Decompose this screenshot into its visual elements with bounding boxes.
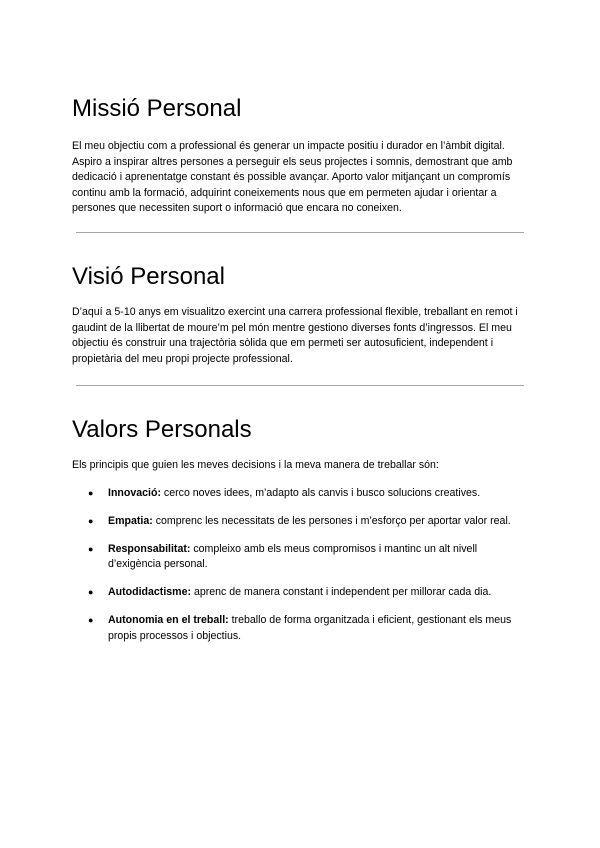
value-term: Autonomia en el treball: [108, 614, 229, 626]
value-description: cerco noves idees, m’adapto als canvis i busco solucions creatives. [160, 486, 481, 499]
list-item [72, 613, 532, 644]
value-term: Autodidactisme: [108, 586, 191, 598]
vision-paragraph: D’aquí a 5-10 anys em visualitzo exercint una carrera professional flexible, treballant en remot i gaudint de la llibertat de moure’m pel món mentre gestiono diverses fonts d’ingressos. El meu objectiu és construir una trajectòria sòlida que em permeti ser autosuficient, independent i propietària del meu propi projecte professional. [72, 306, 518, 365]
bullet-icon: ● [88, 587, 94, 597]
bullet-icon: ● [88, 543, 94, 554]
bullet-icon: ● [88, 487, 94, 498]
section-divider [76, 385, 524, 386]
value-term: Responsabilitat: [108, 542, 191, 555]
values-heading: Valors Personals [72, 416, 252, 443]
values-intro: Els principis que guien les meves decisions i la meva manera de treballar són: [72, 459, 439, 471]
values-section [72, 416, 532, 657]
list-item [72, 542, 532, 573]
mission-section [72, 95, 532, 217]
list-item [72, 514, 532, 530]
value-description: comprenc les necessitats de les persones i m’esforço per aportar valor real. [152, 514, 511, 527]
mission-paragraph: El meu objectiu com a professional és generar un impacte positiu i durador en l’àmbit digital. Aspiro a inspirar altres persones a perseguir els seus projectes i somnis, demostrant que amb dedicació i aprenentatge constant és possible avançar. Aporto valor mitjançant un compromís continu amb la formació, adquirint coneixements nous que em permeten ajudar i orientar a persones que necessiten suport o informació que encara no coneixen. [72, 140, 513, 214]
bullet-icon: ● [88, 615, 94, 625]
vision-heading: Visió Personal [72, 263, 225, 290]
value-term: Innovació: [108, 486, 161, 499]
list-item [72, 486, 532, 502]
bullet-icon: ● [88, 515, 94, 526]
value-term: Empatia: [108, 514, 153, 527]
section-divider [76, 232, 524, 233]
values-list [72, 486, 532, 645]
vision-section [72, 263, 532, 367]
value-description: treballo de forma organitzada i eficient, gestionant els meus propis processos i objectius. [108, 614, 512, 642]
value-description: compleixo amb els meus compromisos i mantinc un alt nivell d’exigència personal. [108, 542, 478, 570]
mission-heading: Missió Personal [72, 95, 242, 122]
list-item [72, 585, 532, 601]
value-description: aprenc de manera constant i independent per millorar cada dia. [191, 586, 492, 598]
